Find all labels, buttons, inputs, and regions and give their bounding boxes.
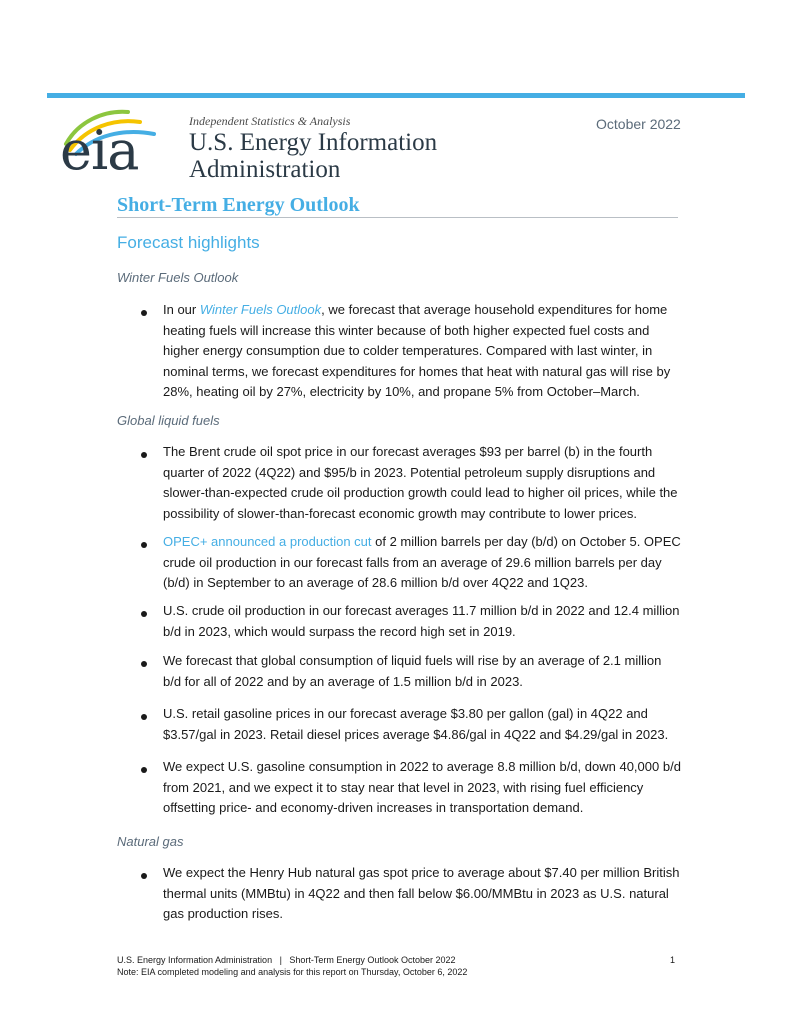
- bullet-dot: [141, 714, 147, 720]
- page-number: 1: [670, 955, 676, 965]
- bullet-brent-price: The Brent crude oil spot price in our forecast averages $93 per barrel (b) in the fourth quarter of 2022 (4Q22) and $95/b in 2023. Potential petroleum supply disruptions and slower-than-expected crude oil production growth could lead to higher oil prices, while the possibility of slower-than-forecast economic growth may contribute to lower prices.: [163, 444, 678, 521]
- bullet-text: , we forecast that average household expenditures for home heating fuels will increase this winter because of both higher expected fuel costs and higher energy consumption due to colder temperatures. Compared with last winter, in nominal terms, we forecast expenditures for homes that heat with natural gas will rise by 28%, heating oil by 27%, electricity by 10%, and propane 5% from October–March.: [163, 302, 671, 399]
- bullet-henry-hub: We expect the Henry Hub natural gas spot price to average about $7.40 per million British thermal units (MMBtu) in 4Q22 and then fall below $6.00/MMBtu in 2023 as U.S. natural gas production rises.: [163, 865, 680, 921]
- winter-fuels-outlook-link[interactable]: Winter Fuels Outlook: [199, 302, 322, 317]
- bullet-dot: [141, 873, 147, 879]
- agency-tagline: Independent Statistics & Analysis: [189, 114, 351, 128]
- bullet-dot: [141, 542, 147, 548]
- agency-name-line2: Administration: [189, 156, 341, 183]
- report-title: Short-Term Energy Outlook: [117, 194, 360, 216]
- bullet-gasoline-consumption: We expect U.S. gasoline consumption in 2022 to average 8.8 million b/d, down 40,000 b/d from 2021, and we expect it to stay near that level in 2023, with rising fuel efficiency offsetting price- and economy-driven increases in transportation demand.: [163, 759, 681, 815]
- section-title: Forecast highlights: [117, 233, 260, 252]
- agency-name-line1: U.S. Energy Information: [189, 129, 438, 156]
- bullet-dot: [141, 611, 147, 617]
- report-date: October 2022: [596, 116, 681, 132]
- logo-wordmark: eia: [60, 119, 139, 182]
- title-divider: [117, 217, 678, 218]
- bullet-winter-fuels: [163, 300, 683, 403]
- subsection-global-liquid-fuels: Global liquid fuels: [117, 413, 220, 428]
- bullet-us-crude-production: U.S. crude oil production in our forecast averages 11.7 million b/d in 2022 and 12.4 million b/d in 2023, which would surpass the record high set in 2019.: [163, 603, 680, 639]
- bullet-dot: [141, 452, 147, 458]
- subsection-winter-fuels: Winter Fuels Outlook: [117, 270, 239, 285]
- bullet-dot: [141, 661, 147, 667]
- opec-production-cut-link[interactable]: OPEC+ announced a production cut: [163, 534, 372, 549]
- footer-source: U.S. Energy Information Administration | Short-Term Energy Outlook October 2022: [117, 955, 456, 965]
- bullet-retail-gasoline: U.S. retail gasoline prices in our forecast average $3.80 per gallon (gal) in 4Q22 and $3.57/gal in 2023. Retail diesel prices average $4.86/gal in 4Q22 and $4.29/gal in 2023.: [163, 706, 669, 742]
- bullet-dot: [141, 310, 147, 316]
- subsection-natural-gas: Natural gas: [117, 834, 184, 849]
- bullet-dot: [141, 767, 147, 773]
- bullet-opec: [163, 532, 683, 594]
- bullet-text: of 2 million barrels per day (b/d) on October 5. OPEC crude oil production in our forecast falls from an average of 29.6 million barrels per day (b/d) in September to an average of 28.6 million b/d over 4Q22 and 1Q23.: [163, 534, 681, 590]
- bullet-global-consumption: We forecast that global consumption of liquid fuels will rise by an average of 2.1 million b/d for all of 2022 and by an average of 1.5 million b/d in 2023.: [163, 653, 662, 689]
- footer-note: Note: EIA completed modeling and analysis for this report on Thursday, October 6, 2022: [117, 967, 468, 977]
- header-accent-bar: [47, 93, 745, 98]
- bullet-text: In our: [163, 302, 200, 317]
